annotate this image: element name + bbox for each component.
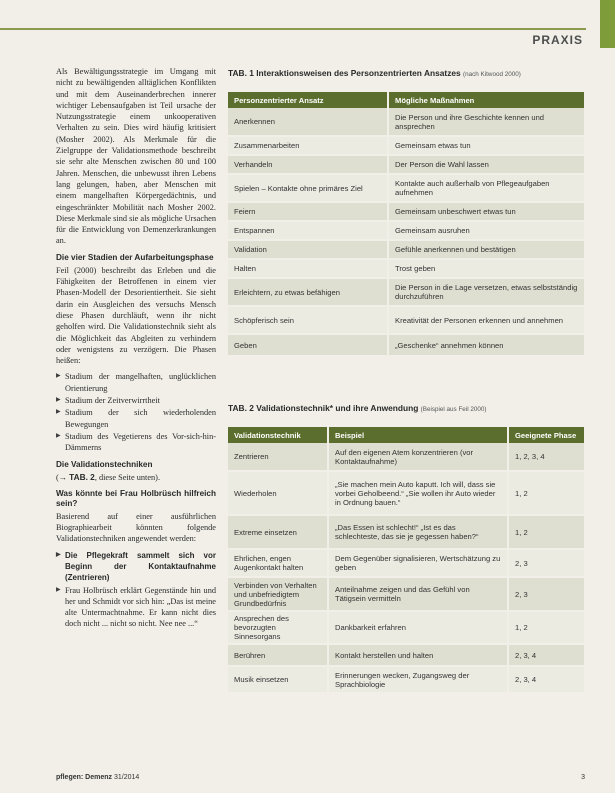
table-cell: Erinnerungen wecken, Zugangsweg der Sprachbiologie [328,666,508,692]
table-cell: Geben [228,334,388,355]
section-label: PRAXIS [532,33,583,47]
table-cell: Verbinden von Verhalten und unbefriedigtem Grundbedürfnis [228,577,328,611]
techniques-paragraph [56,472,216,483]
table-row [228,136,584,155]
table-cell: Feiern [228,202,388,221]
table-cell: Gemeinsam ausruhen [388,221,584,240]
table1-title: Interaktionsweisen des Personzentrierten Ansatzes [256,68,461,78]
column-header: Mögliche Maßnahmen [388,92,584,108]
table-cell: 2, 3, 4 [508,666,584,692]
table-cell: 2, 3 [508,577,584,611]
strategy-list [56,550,216,630]
techniques-heading: Die Validationstechniken [56,459,153,469]
table-cell: 1, 2 [508,515,584,549]
table-cell: 1, 2, 3, 4 [508,443,584,471]
table1-source: (nach Kitwood 2000) [463,71,521,78]
table2-number: TAB. 2 [228,403,254,413]
table2-caption [228,403,486,413]
list-item: ▶ Stadium der Zeitverwirrtheit [56,395,216,406]
table-cell: Trost geben [388,259,584,278]
ref-prefix: (→ [56,472,70,482]
left-text-column [56,66,216,635]
page-number: 3 [581,774,585,781]
table-cell: Anteilnahme zeigen und das Gefühl von Tätigsein vermitteln [328,577,508,611]
table-cell: Validation [228,240,388,259]
ref-suffix: , diese Seite unten). [94,472,161,482]
stages-list [56,371,216,453]
table-row [228,108,584,136]
table-cell: Spielen – Kontakte ohne primäres Ziel [228,174,388,202]
table-cell: 2, 3 [508,549,584,577]
help-heading: Was könnte bei Frau Holbrüsch hilfreich sein? [56,488,216,508]
list-item: ▶ Frau Holbrüsch erklärt Gegenstände hin und her und Schmidt vor sich hin: „Das ist meine alte Untermachtnahme. Er kann nicht dies doch nicht ... nicht so nicht. Nee nee ...“ [56,585,216,630]
list-item: ▶ Stadium des Vegetierens des Vor-sich-hin-Dämmerns [56,431,216,454]
table-cell: „Geschenke“ annehmen können [388,334,584,355]
table1-caption [228,68,521,78]
table-row [228,471,584,515]
table-row [228,306,584,334]
help-paragraph: Basierend auf einer ausführlichen Biographiearbeit könnten folgende Validationstechniken angewendet werden: [56,511,216,544]
table-cell: Zusammenarbeiten [228,136,388,155]
table-row [228,240,584,259]
column-header: Beispiel [328,427,508,443]
table-cell: Dem Gegenüber signalisieren, Wertschätzung zu geben [328,549,508,577]
table-row [228,611,584,644]
table-cell: Wiederholen [228,471,328,515]
table-row [228,202,584,221]
table-row [228,644,584,666]
column-header: Validationstechnik [228,427,328,443]
table-cell: Kontakt herstellen und halten [328,644,508,666]
table-cell: 1, 2 [508,471,584,515]
table-cell: Erleichtern, zu etwas befähigen [228,278,388,306]
validation-technique-table [228,427,584,692]
issue-number: 31/2014 [113,774,140,781]
column-header: Geeignete Phase [508,427,584,443]
footer-journal [56,774,139,781]
table-cell: Auf den eigenen Atem konzentrieren (vor Kontaktaufnahme) [328,443,508,471]
table-cell: Extreme einsetzen [228,515,328,549]
table-cell: Schöpferisch sein [228,306,388,334]
table-row [228,259,584,278]
journal-name: pflegen: Demenz [56,774,113,781]
table-cell: Dankbarkeit erfahren [328,611,508,644]
table-row [228,577,584,611]
table-cell: 1, 2 [508,611,584,644]
list-item: ▶ Die Pflegekraft sammelt sich vor Beginn der Kontaktaufnahme (Zentrieren) [56,550,216,584]
column-header: Personzentrierter Ansatz [228,92,388,108]
stages-heading: Die vier Stadien der Aufarbeitungsphase [56,252,214,262]
table-row [228,549,584,577]
table2-title: Validationstechnik* und ihre Anwendung [256,403,419,413]
table-cell: Berühren [228,644,328,666]
stages-paragraph: Feil (2000) beschreibt das Erleben und die Fähigkeiten der Betroffenen in einem vier Phasen-Modell der Desorientiertheit. Sie sieht darin ein Ausgleichen des versuchs Mensch diese Phasen durchläuft, wenn ihr nicht geholfen wird. Die Validationstechnik sieht als die Möglichkeit das Abgleiten zu verhindern oder wenigstens zu verzögern. Die Phasen heißen: [56,265,216,366]
intro-paragraph: Als Bewältigungsstrategie im Umgang mit nicht zu bewältigenden alltäglichen Konflikten und mit dem Auseinanderbrechen innerer wichtiger Lebensaufgaben ist Teil ursache der Nutzungsstrategie einem unkooperativen Verhalten zu sein. Dies wird häufig kritisiert (Mosher 2002). Als Merkmale für die Zielgruppe der Validationsmethode beschreibt sie sehr alte Menschen zwischen 80 und 100 Jahren. Menschen, die unbewusst ihren Lebens lang gelungen, haben, aber Menschen mit einem mangelhaften Körpergedächtnis, und eingeschränkter Mobilität nach Mosher 2002. Diese Merkmale sind sie als mögliche Ursachen für die Entwicklung von Demenzerkrankungen an. [56,67,216,246]
table-cell: Anerkennen [228,108,388,136]
table-cell: Entspannen [228,221,388,240]
table-row [228,443,584,471]
table-cell: Der Person die Wahl lassen [388,155,584,174]
table-row [228,666,584,692]
table-cell: Kontakte auch außerhalb von Pflegeaufgaben aufnehmen [388,174,584,202]
list-item: ▶ Stadium der mangelhaften, unglücklichen Orientierung [56,371,216,394]
interaction-table [228,92,584,355]
header-rule [0,28,586,30]
table-cell: Gemeinsam etwas tun [388,136,584,155]
table-reference: TAB. 2 [69,471,95,482]
table-cell: Halten [228,259,388,278]
list-item: ▶ Stadium der sich wiederholenden Bewegungen [56,407,216,430]
table-cell: Die Person und ihre Geschichte kennen und ansprechen [388,108,584,136]
table-cell: Gemeinsam unbeschwert etwas tun [388,202,584,221]
table-row [228,155,584,174]
table-row [228,221,584,240]
table-row [228,515,584,549]
table-cell: Ehrlichen, engen Augenkontakt halten [228,549,328,577]
table-cell: 2, 3, 4 [508,644,584,666]
table-row [228,174,584,202]
table-cell: Verhandeln [228,155,388,174]
table-cell: „Das Essen ist schlecht!“ „Ist es das schlechteste, das sie je gegessen haben?“ [328,515,508,549]
table-cell: Zentrieren [228,443,328,471]
table-row [228,334,584,355]
table-cell: „Sie machen mein Auto kaputt. Ich will, dass sie vorbei Geholbeend.“ „Sie wollen ihr Auto wieder in Ordnung bauen.“ [328,471,508,515]
table2-source: (Beispiel aus Feil 2000) [420,406,487,413]
table1-number: TAB. 1 [228,68,254,78]
table-cell: Musik einsetzen [228,666,328,692]
table-cell: Gefühle anerkennen und bestätigen [388,240,584,259]
section-color-strip [600,0,615,48]
table-row [228,278,584,306]
table-cell: Ansprechen des bevorzugten Sinnesorgans [228,611,328,644]
table-cell: Kreativität der Personen erkennen und annehmen [388,306,584,334]
table-cell: Die Person in die Lage versetzen, etwas selbstständig durchzuführen [388,278,584,306]
